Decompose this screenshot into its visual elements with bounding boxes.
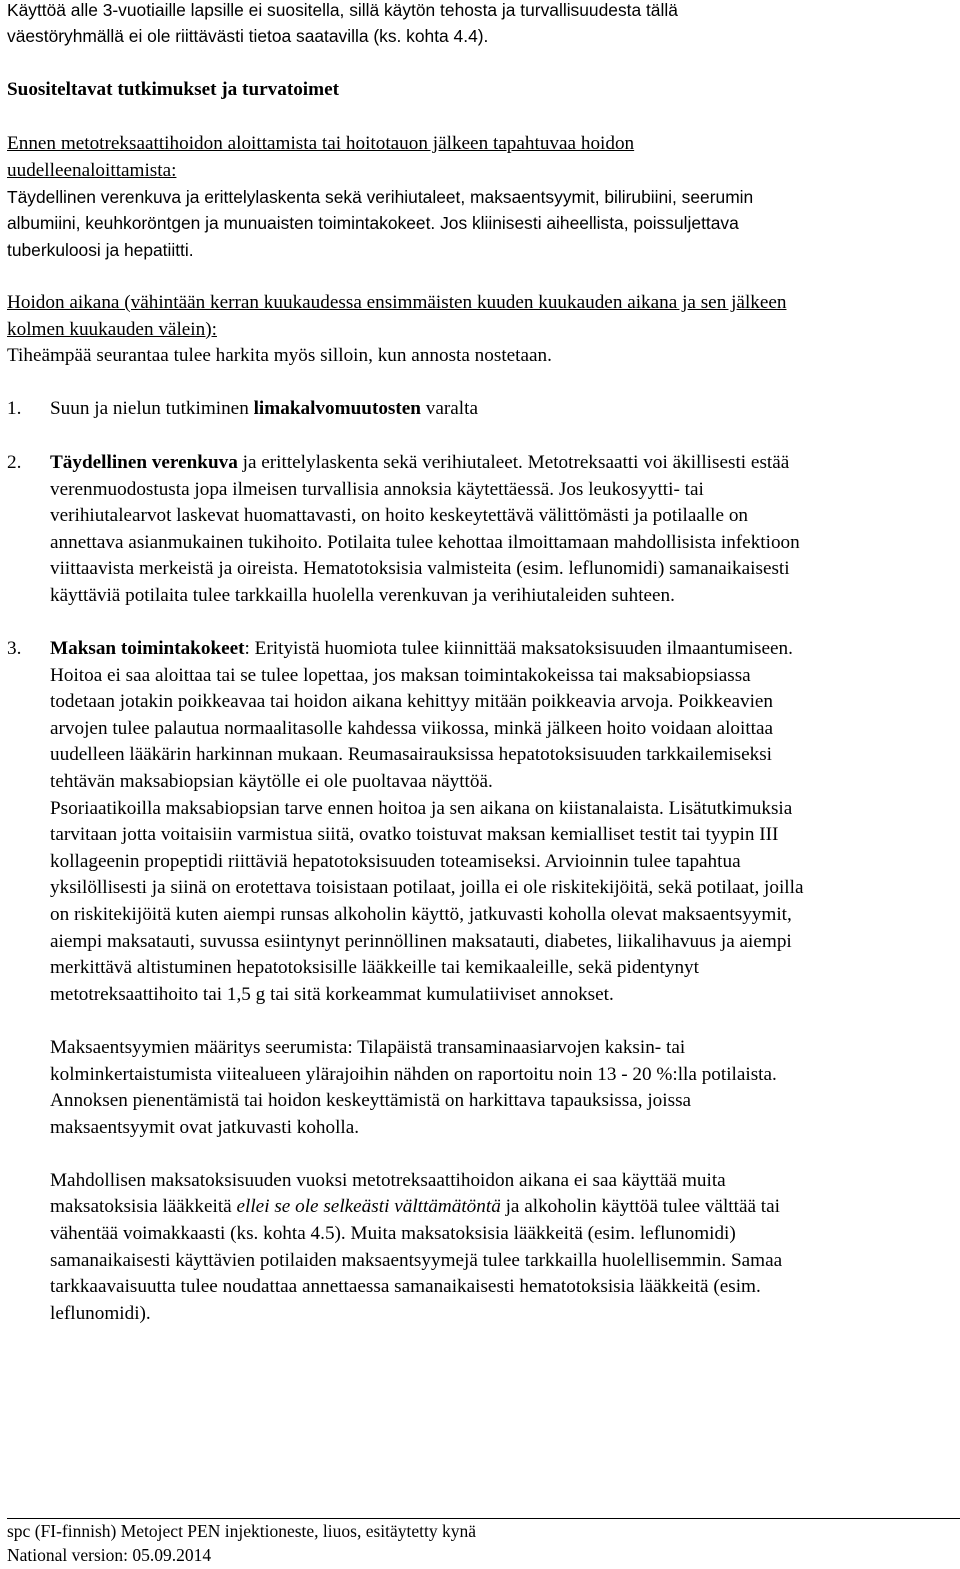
item2-line: käyttäviä potilaita tulee tarkkailla huolella verenkuvan ja verihiutaleiden suhteen. bbox=[50, 584, 675, 606]
item2-line: annettava asianmukainen tukihoito. Potilaita tulee kehottaa ilmoittamaan mahdollisista infektioon bbox=[50, 531, 800, 553]
item1-bold-text: limakalvomuutosten bbox=[253, 398, 421, 419]
enzymes-line: maksaentsyymit ovat jatkuvasti koholla. bbox=[50, 1116, 360, 1138]
item3-line: Hoitoa ei saa aloittaa tai se tulee lopettaa, jos maksan toimintakokeissa tai maksabiopsiassa bbox=[50, 664, 751, 686]
item2-line: viittaavista merkeistä ja oireista. Hematotoksisia valmisteita (esim. leflunomidi) samanaikaisesti bbox=[50, 558, 790, 580]
item3-line: tarvitaan jotta voitaisiin varmistua siitä, ovatko toistuvat maksan kemialliset testit tai tyypin III bbox=[50, 824, 779, 846]
item3-first-line bbox=[50, 636, 960, 663]
item3-line: uudelleen lääkärin harkinnan mukaan. Reumasairauksissa hepatotoksisuuden tarkkailemiseksi bbox=[50, 744, 772, 766]
hepato-italic-text: ellei se ole selkeästi välttämätöntä bbox=[236, 1196, 501, 1218]
item3-line: Psoriaatikoilla maksabiopsian tarve ennen hoitoa ja sen aikana on kiistanalaista. Lisätutkimuksia bbox=[50, 797, 793, 819]
item3-line: on riskitekijöitä kuten aiempi runsas alkoholin käyttö, jatkuvasti koholla olevat maksaentsyymit, bbox=[50, 903, 792, 925]
pretreatment-title-line: Ennen metotreksaattihoidon aloittamista tai hoitotauon jälkeen tapahtuvaa hoidon bbox=[7, 133, 635, 154]
pretreatment-body-line: tuberkuloosi ja hepatiitti. bbox=[7, 239, 194, 260]
item3-line: arvojen tulee palautua normaalitasolle kahdessa viikossa, minkä jälkeen hoito voidaan aloittaa bbox=[50, 717, 774, 739]
list-item-text bbox=[50, 450, 960, 610]
item2-first-rest: ja erittelylaskenta sekä verihiutaleet. Metotreksaatti voi äkillisesti estää bbox=[237, 452, 790, 473]
hepato-pre: maksatoksisia lääkkeitä bbox=[50, 1196, 237, 1218]
item1-text-end: varalta bbox=[420, 398, 478, 419]
pretreatment-body-line: Täydellinen verenkuva ja erittelylaskenta sekä verihiutaleet, maksaentsyymit, bilirubiini, seerumin bbox=[7, 187, 754, 207]
list-item-number: 2. bbox=[7, 452, 22, 473]
item3-line: metotreksaattihoito tai 1,5 g tai sitä korkeammat kumulatiiviset annokset. bbox=[50, 983, 614, 1005]
item3-bold-text: Maksan toimintakokeet bbox=[50, 638, 245, 659]
footer-version: National version: 05.09.2014 bbox=[7, 1545, 212, 1565]
during-title-line: Hoidon aikana (vähintään kerran kuukaudessa ensimmäisten kuuden kuukauden aikana ja sen jälkeen bbox=[7, 292, 787, 313]
enzymes-line: Annoksen pienentämistä tai hoidon keskeyttämistä on harkittava tapauksissa, joissa bbox=[50, 1090, 692, 1112]
intro-line: väestöryhmällä ei ole riittävästi tietoa saatavilla (ks. kohta 4.4). bbox=[7, 26, 489, 47]
list-item-text bbox=[50, 636, 960, 1327]
item3-first-rest: : Erityistä huomiota tulee kiinnittää maksatoksisuuden ilmaantumiseen. bbox=[244, 638, 793, 659]
item2-line: verihiutalearvot laskevat huomattavasti, on hoito keskeytettävä välittömästi ja potilaalle on bbox=[50, 505, 749, 527]
intro-paragraph bbox=[7, 0, 960, 50]
hepato-line: samanaikaisesti käyttävien potilaiden maksaentsyymejä tulee tarkkailla huolellisemmin. Samaa bbox=[50, 1249, 783, 1271]
during-title bbox=[7, 290, 960, 343]
hepato-line: Mahdollisen maksatoksisuuden vuoksi metotreksaattihoidon aikana ei saa käyttää muita bbox=[50, 1169, 726, 1191]
paragraph-gap bbox=[50, 1008, 960, 1035]
page-footer bbox=[7, 1518, 960, 1567]
during-note: Tiheämpää seurantaa tulee harkita myös silloin, kun annosta nostetaan. bbox=[7, 345, 552, 366]
list-item-number: 1. bbox=[7, 398, 22, 419]
item3-line: aiempi maksatauti, suvussa esiintynyt perinnöllinen maksatauti, diabetes, liikalihavuus ja aiempi bbox=[50, 930, 792, 952]
hepato-line-italic bbox=[50, 1194, 960, 1221]
hepato-post: ja alkoholin käyttöä tulee välttää tai bbox=[500, 1196, 780, 1218]
pretreatment-title bbox=[7, 131, 960, 184]
during-title-line: kolmen kuukauden välein): bbox=[7, 318, 217, 340]
paragraph-gap bbox=[50, 1141, 960, 1168]
footer-product: spc (FI-finnish) Metoject PEN injektioneste, liuos, esitäytetty kynä bbox=[7, 1521, 477, 1541]
hepato-line: tarkkaavaisuutta tulee noudattaa annettaessa samanaikaisesti hematotoksisia lääkkeitä (esim. bbox=[50, 1276, 761, 1298]
item3-line: merkittävä altistuminen hepatotoksisille lääkkeille tai kemikaaleille, sekä pidentynyt bbox=[50, 957, 699, 979]
pretreatment-body-line: albumiini, keuhkoröntgen ja munuaisten toimintakokeet. Jos kliinisesti aiheellista, poissuljettava bbox=[7, 213, 739, 234]
intro-line: Käyttöä alle 3-vuotiaille lapsille ei suositella, sillä käytön tehosta ja turvallisuudesta tällä bbox=[7, 0, 678, 20]
pretreatment-title-line: uudelleenaloittamista: bbox=[7, 159, 177, 181]
hepato-line: leflunomidi). bbox=[50, 1302, 151, 1324]
section-heading: Suositeltavat tutkimukset ja turvatoimet bbox=[7, 79, 340, 100]
item2-first-line bbox=[50, 450, 960, 477]
item3-line: todetaan jotakin poikkeavaa tai hoidon aikana kehittyy mitään poikkeavia arvoja. Poikkeavien bbox=[50, 691, 774, 713]
item3-line: tehtävän maksabiopsian käytölle ei ole puoltavaa näyttöä. bbox=[50, 770, 493, 792]
enzymes-line: kolminkertaistumista viitealueen ylärajoihin nähden on raportoitu noin 13 - 20 %:lla potilaista. bbox=[50, 1063, 777, 1085]
item3-line: yksilöllisesti ja siinä on erotettava toisistaan potilaat, joilla ei ole riskitekijöitä, sekä potilaat, joilla bbox=[50, 877, 804, 899]
item2-bold-text: Täydellinen verenkuva bbox=[50, 452, 238, 473]
pretreatment-body bbox=[7, 184, 960, 263]
item1-text: Suun ja nielun tutkiminen bbox=[50, 398, 254, 419]
enzymes-line: Maksaentsyymien määritys seerumista: Tilapäistä transaminaasiarvojen kaksin- tai bbox=[50, 1036, 686, 1058]
list-item-number: 3. bbox=[7, 638, 22, 659]
item3-line: kollageenin propeptidi riittäviä hepatotoksisuuden toteamiseksi. Arvioinnin tulee tapahtua bbox=[50, 850, 741, 872]
list-item-text bbox=[50, 396, 960, 423]
item2-line: verenmuodostusta jopa ilmeisen turvallisia annoksia käytettäessä. Jos leukosyytti- tai bbox=[50, 478, 704, 500]
hepato-line: vähentää voimakkaasti (ks. kohta 4.5). Muita maksatoksisia lääkkeitä (esim. leflunomidi) bbox=[50, 1223, 736, 1245]
